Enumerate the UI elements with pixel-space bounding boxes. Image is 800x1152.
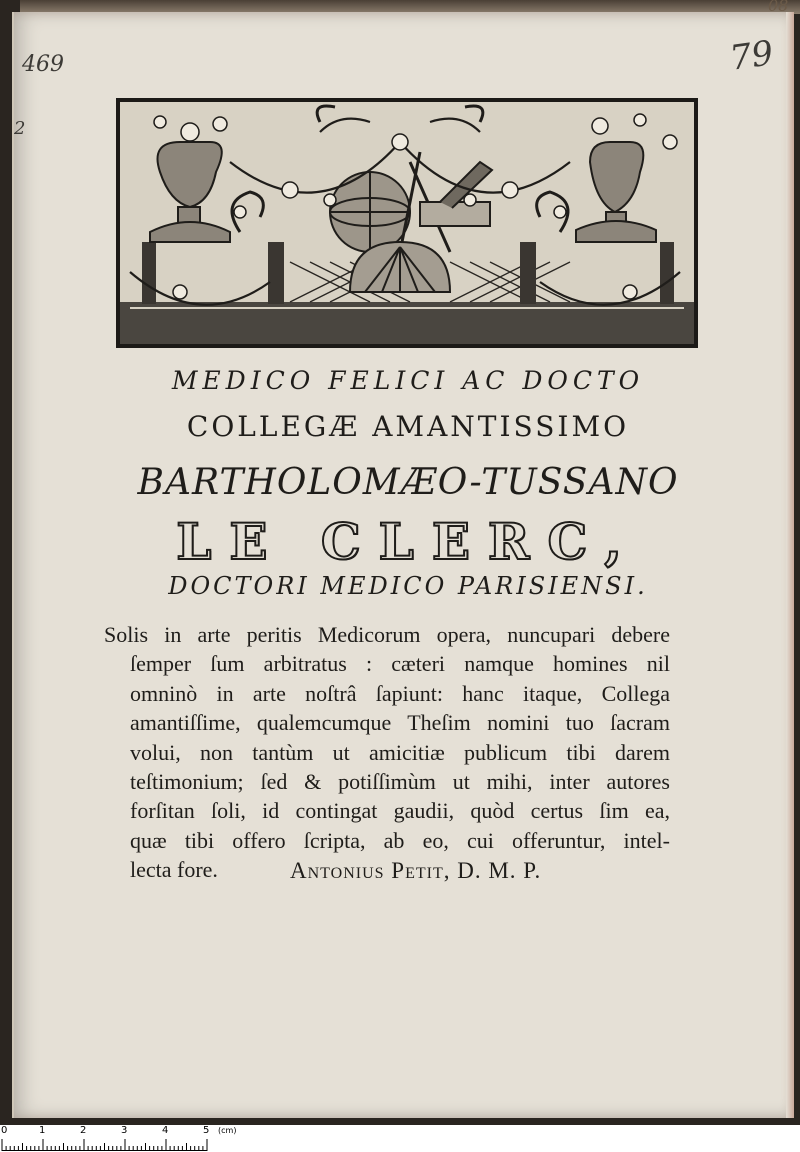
paragraph-line: amantiſſime, qualemcumque Theſim nomini tuo ſacram [130, 710, 670, 736]
scale-ruler [0, 1125, 800, 1152]
handwritten-page-number: 79 [727, 33, 776, 79]
handwritten-left-number: 469 [22, 52, 64, 77]
ruler-ticks [0, 1137, 220, 1151]
ruler-label: 2 [80, 1125, 87, 1136]
dedication-line-4: LE CLERC, [176, 512, 640, 571]
paragraph-line: omninò in arte noſtrâ ſapiunt: hanc itaque, Collega [130, 680, 670, 706]
ruler-unit: (cm) [218, 1126, 237, 1135]
paragraph-line: lecta fore. [130, 857, 218, 883]
ruler-label: 4 [162, 1125, 169, 1136]
paragraph-line: ſemper ſum arbitratus : cæteri namque homines nil [130, 651, 670, 677]
dedication-line-3: BARTHOLOMÆO-TUSSANO [137, 462, 679, 503]
ruler-label: 3 [121, 1125, 128, 1136]
paragraph-line: forſitan ſoli, id contingat gaudii, quòd certus ſim ea, [130, 798, 670, 824]
handwritten-left-mark: 2 [14, 118, 26, 139]
paragraph-line: quæ tibi offero ſcripta, ab eo, cui offeruntur, intel- [130, 827, 670, 853]
paragraph-line: Solis in arte peritis Medicorum opera, nuncupari debere [104, 622, 670, 647]
handwritten-corner-mark: 08 [768, 0, 789, 15]
ruler-label: 5 [203, 1125, 210, 1136]
ruler-label: 0 [1, 1125, 8, 1136]
dedication-paragraph [104, 620, 670, 885]
paragraph-line: teſtimonium; ſed & potiſſimùm ut mihi, inter autores [130, 769, 670, 795]
signature: Antonius Petit, D. M. P. [290, 858, 542, 883]
ruler-label: 1 [39, 1125, 46, 1136]
page-edge [786, 12, 794, 1118]
dedication-line-1: MEDICO FELICI AC DOCTO [171, 366, 645, 395]
dedication-line-2: COLLEGÆ AMANTISSIMO [186, 410, 630, 443]
floral-woodcut-headpiece-icon [116, 98, 698, 348]
paragraph-line: volui, non tantùm ut amicitiæ publicum tibi darem [130, 739, 670, 765]
dedication-line-5: DOCTORI MEDICO PARISIENSI. [168, 572, 648, 600]
